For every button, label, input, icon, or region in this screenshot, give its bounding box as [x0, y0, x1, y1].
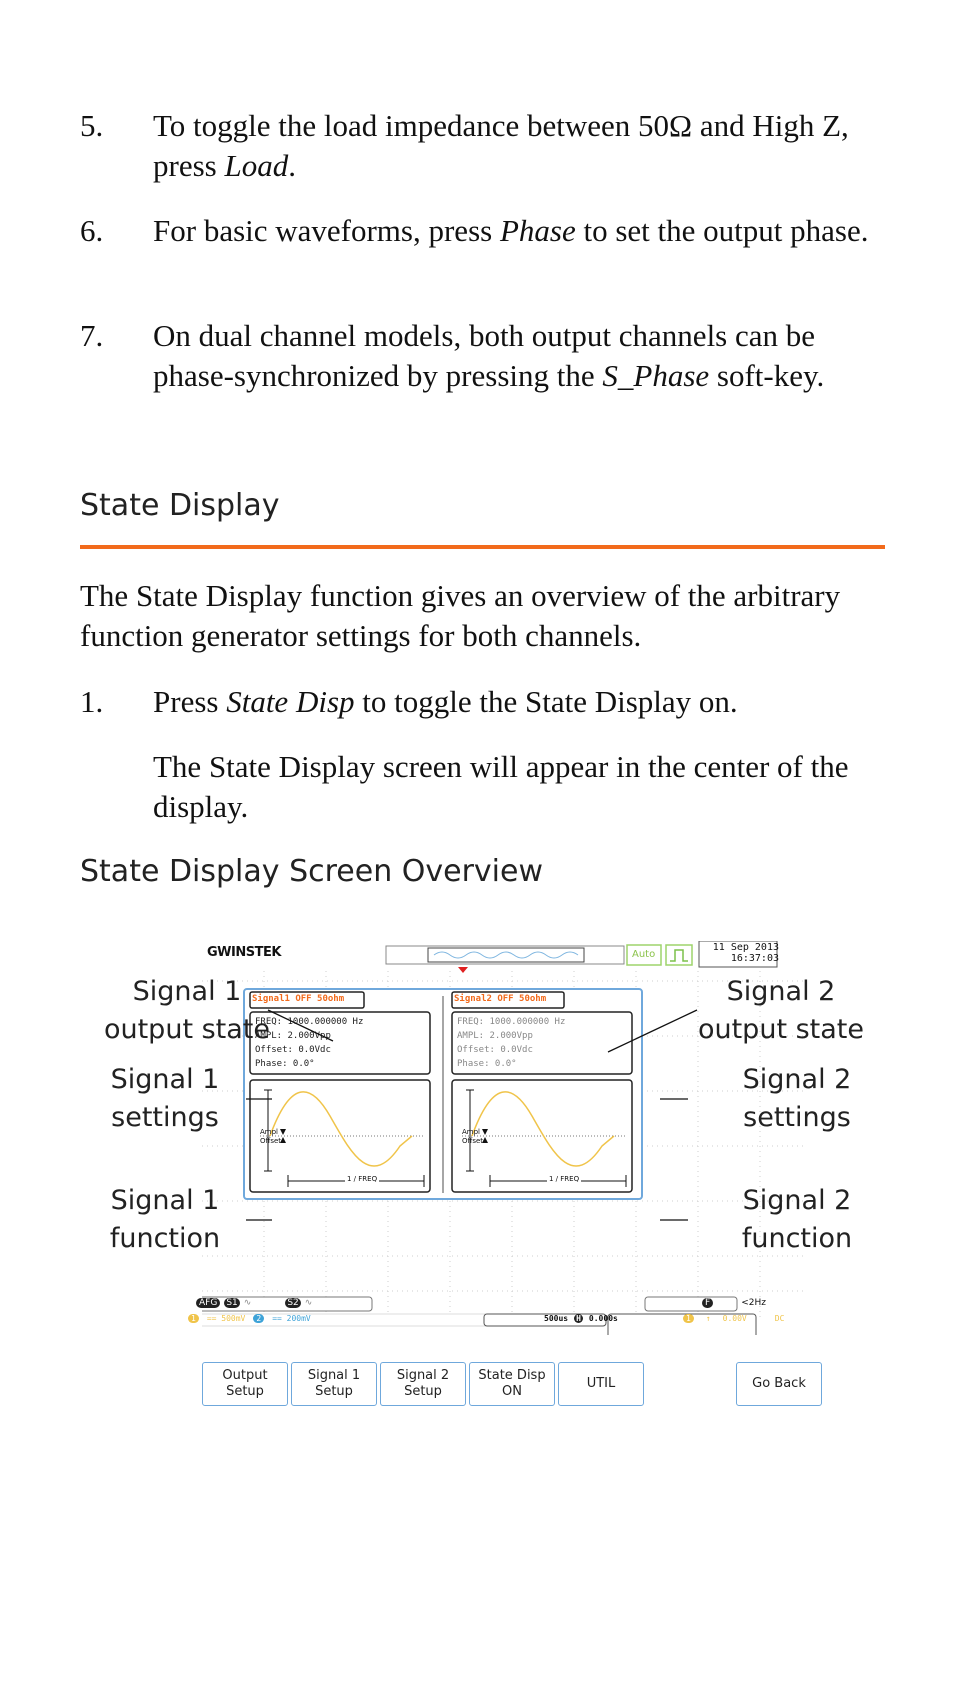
ch2-scale: == 200mV — [272, 1314, 311, 1323]
ch1-marker: 1 — [188, 1314, 199, 1323]
channel-status — [188, 1314, 311, 1323]
callout-signal-1-output-state: Signal 1 output state — [103, 976, 271, 1045]
util-softkey[interactable]: UTIL — [558, 1362, 644, 1406]
signal-2-output-state: Signal2 OFF 50ohm — [454, 994, 547, 1004]
trigger-slope-icon: ↑ — [705, 1314, 711, 1323]
trig-source: 1 — [683, 1314, 694, 1323]
signal-1-settings: FREQ: 1000.000000 Hz AMPL: 2.000Vpp Offset: 0.0Vdc Phase: 0.0° — [255, 1017, 364, 1069]
step-text: For basic waveforms, press Phase to set the output phase. — [153, 213, 869, 248]
state-display-figure — [0, 935, 954, 1415]
callout-signal-1-function: Signal 1 function — [109, 1185, 221, 1254]
step-number: 5. — [80, 108, 104, 143]
trigger-marker — [458, 967, 468, 973]
state-disp-softkey[interactable]: State Disp ON — [469, 1362, 555, 1406]
signal-2-settings: FREQ: 1000.000000 Hz AMPL: 2.000Vpp Offset: 0.0Vdc Phase: 0.0° — [457, 1017, 566, 1069]
frequency-counter — [702, 1298, 766, 1308]
section-heading: State Display — [80, 488, 280, 523]
ch1-scale: == 500mV — [206, 1314, 246, 1323]
step-text: Press State Disp to toggle the State Display on. — [153, 684, 738, 719]
callout-signal-2-settings: Signal 2 settings — [742, 1064, 852, 1133]
go-back-softkey[interactable]: Go Back — [736, 1362, 822, 1406]
afg-badge: AFG — [196, 1298, 220, 1308]
trigger-mode: Auto — [632, 949, 656, 960]
step-7 — [80, 316, 880, 436]
callout-signal-2-function: Signal 2 function — [741, 1185, 853, 1254]
signal-1-freq-label: 1 / FREQ — [347, 1175, 378, 1183]
signal-2-ampl-label: Ampl Offset — [462, 1128, 484, 1145]
signal-1-ampl-label: Ampl Offset — [260, 1128, 282, 1145]
h-offset: 0.000s — [588, 1314, 618, 1323]
f-badge: F — [702, 1298, 713, 1308]
step-number: 1. — [80, 684, 104, 719]
sine-icon: ∿ — [304, 1298, 313, 1308]
afg-status — [196, 1298, 312, 1308]
sine-icon: ∿ — [243, 1298, 252, 1308]
callout-signal-1-settings: Signal 1 settings — [110, 1064, 220, 1133]
s1-badge: S1 — [226, 1298, 238, 1308]
signal-1-output-state: Signal1 OFF 50ohm — [252, 994, 345, 1004]
h-badge: H — [576, 1314, 581, 1323]
step-6 — [80, 211, 880, 291]
signal-2-setup-softkey[interactable]: Signal 2 Setup — [380, 1362, 466, 1406]
callout-signal-2-output-state: Signal 2 output state — [697, 976, 865, 1045]
trigger-coupling: DC — [774, 1314, 785, 1323]
brand-logo: GWINSTEK — [207, 945, 281, 960]
step-1-note: The State Display screen will appear in the center of the display. — [153, 749, 849, 824]
step-text: To toggle the load impedance between 50Ω and High Z, press Load. — [153, 108, 849, 183]
trigger-level: 0.00V — [722, 1314, 747, 1323]
time-text: 16:37:03 — [730, 953, 779, 964]
timebase: 500us — [544, 1314, 569, 1323]
step-number: 7. — [80, 318, 104, 353]
trigger-status — [683, 1314, 784, 1323]
output-setup-softkey[interactable]: Output Setup — [202, 1362, 288, 1406]
step-1 — [80, 682, 880, 722]
signal-2-freq-label: 1 / FREQ — [549, 1175, 580, 1183]
step-number: 6. — [80, 213, 104, 248]
date-text: 11 Sep 2013 — [712, 942, 779, 953]
ch2-marker: 2 — [253, 1314, 264, 1323]
f-value: <2Hz — [741, 1298, 766, 1308]
figure-heading: State Display Screen Overview — [80, 854, 543, 889]
s2-badge: S2 — [287, 1298, 299, 1308]
section-divider — [80, 545, 885, 549]
intro-paragraph: The State Display function gives an overview of the arbitrary function generator settings for both channels. — [80, 578, 841, 653]
timebase-status — [544, 1314, 618, 1323]
step-text: On dual channel models, both output channels can be phase-synchronized by pressing the S_Phase soft-key. — [153, 318, 825, 393]
signal-1-setup-softkey[interactable]: Signal 1 Setup — [291, 1362, 377, 1406]
step-5 — [80, 106, 880, 186]
datetime — [703, 942, 779, 964]
